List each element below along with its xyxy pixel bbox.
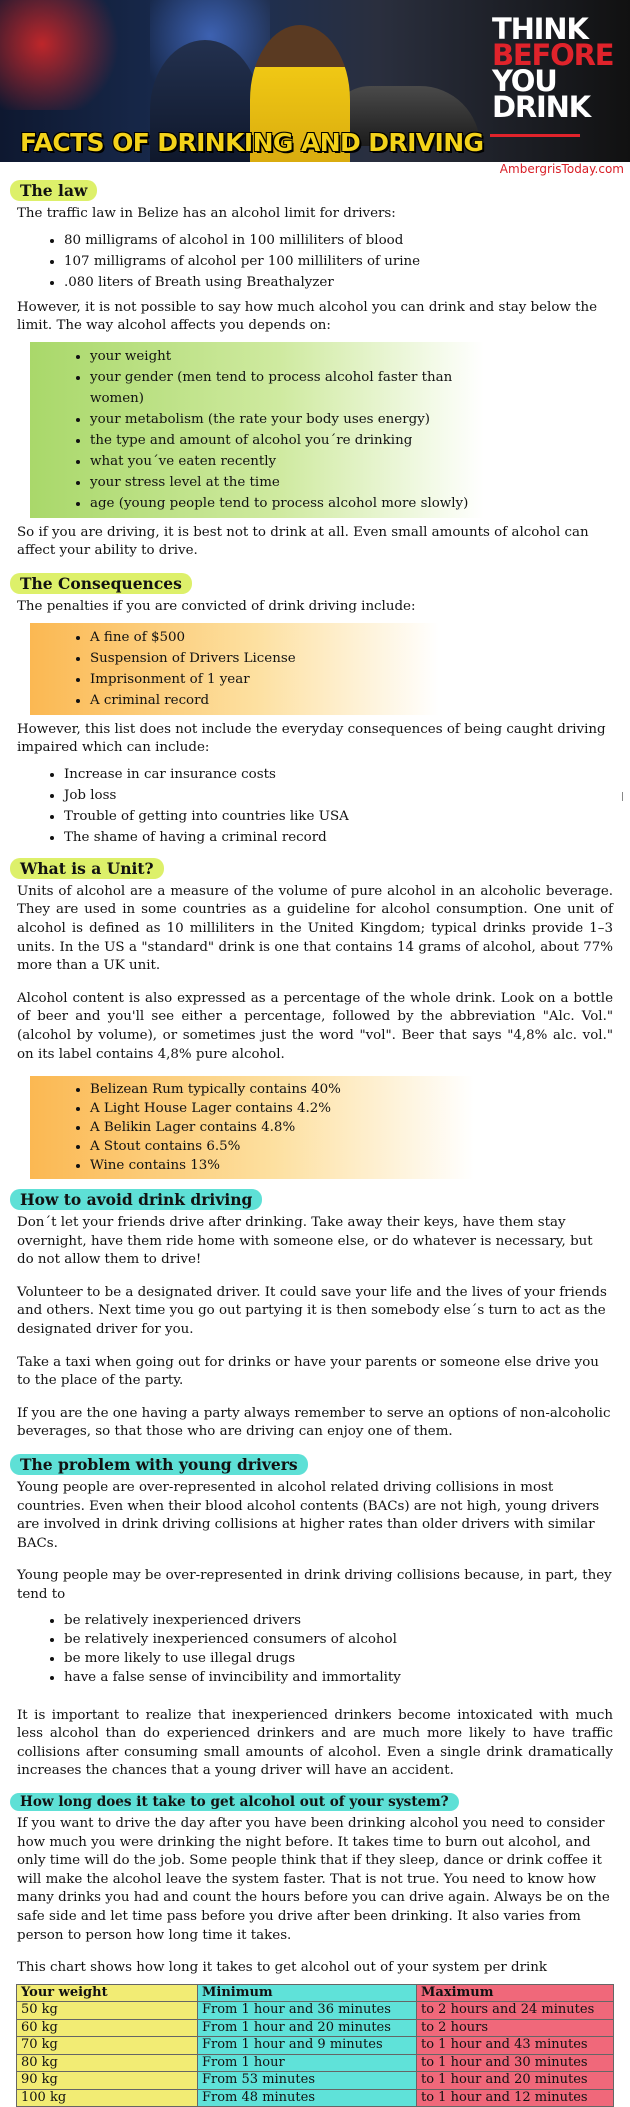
- table-cell: 70 kg: [17, 2037, 198, 2055]
- penalties-box: [30, 623, 439, 715]
- list-item: • A fine of $500: [90, 627, 439, 648]
- section-heading-avoid: How to avoid drink driving: [10, 1189, 262, 1210]
- list-item: • Belizean Rum typically contains 40%: [90, 1080, 474, 1099]
- list-item: • A Belikin Lager contains 4.8%: [90, 1118, 474, 1137]
- how-long-paragraph-2: This chart shows how long it takes to get alcohol out of your system per drink: [17, 1960, 548, 1976]
- table-cell: From 48 minutes: [198, 2089, 417, 2107]
- law-however: However, it is not possible to say how much alcohol you can drink and stay below the limit. The way alcohol affects you depends on:: [17, 299, 598, 334]
- factors-list: [64, 346, 484, 514]
- list-item: • Trouble of getting into countries like USA: [64, 806, 630, 827]
- section-heading-law: The law: [10, 180, 97, 201]
- list-item: • Suspension of Drivers License: [90, 648, 439, 669]
- list-item: • be more likely to use illegal drugs: [64, 1649, 630, 1668]
- table-row: [17, 2037, 614, 2055]
- table-cell: 90 kg: [17, 2072, 198, 2090]
- table-cell: 50 kg: [17, 2002, 198, 2020]
- everyday-consequences-list: [0, 764, 630, 848]
- table-cell: From 53 minutes: [198, 2072, 417, 2090]
- table-cell: to 1 hour and 20 minutes: [417, 2072, 614, 2090]
- table-cell: to 1 hour and 43 minutes: [417, 2037, 614, 2055]
- alcohol-elimination-table: [16, 1984, 614, 2107]
- avoid-paragraph-4: If you are the one having a party always remember to serve an options of non-alcoholic beverages, so that those who are driving can enjoy one of them.: [17, 1405, 611, 1440]
- hero-banner: [0, 0, 630, 162]
- list-item: • have a false sense of invincibility and immortality: [64, 1668, 630, 1687]
- list-item: • A Light House Lager contains 4.2%: [90, 1099, 474, 1118]
- penalties-list: [64, 627, 439, 711]
- law-intro: The traffic law in Belize has an alcohol limit for drivers:: [17, 206, 396, 221]
- list-item: • be relatively inexperienced consumers of alcohol: [64, 1630, 630, 1649]
- young-reasons-list: [0, 1611, 630, 1687]
- table-cell: to 1 hour and 30 minutes: [417, 2054, 614, 2072]
- young-paragraph-2: Young people may be over-represented in drink driving collisions because, in part, they tend to: [17, 1568, 612, 1602]
- article: [0, 176, 630, 2107]
- avoid-paragraph-3: Take a taxi when going out for drinks or have your parents or someone else drive you to the place of the party.: [17, 1354, 599, 1389]
- unit-paragraph-2: Alcohol content is also expressed as a percentage of the whole drink. Look on a bottle of beer and you'll see either a percentage, followed by the abbreviation "Alc. Vol." (alcohol by volume), or sometimes just the word "vol". Beer that says "4,8% alc. vol." on its label contains 4,8% pure alcohol.: [17, 990, 613, 1062]
- table-cell: From 1 hour and 9 minutes: [198, 2037, 417, 2055]
- police-light-glow: [0, 0, 140, 110]
- table-row: [17, 2089, 614, 2107]
- table-cell: to 2 hours and 24 minutes: [417, 2002, 614, 2020]
- scroll-tick: [622, 792, 623, 801]
- table-row: [17, 2054, 614, 2072]
- list-item: • .080 liters of Breath using Breathalyzer: [64, 272, 630, 293]
- young-paragraph-1: Young people are over-represented in alcohol related driving collisions in most countries. Even when their blood alcohol contents (BACs) are not high, young drivers are involved in drink driving collisions at higher rates than older drivers with similar BACs.: [17, 1480, 600, 1551]
- table-cell: 60 kg: [17, 2019, 198, 2037]
- table-row: [17, 2002, 614, 2020]
- table-cell: From 1 hour and 20 minutes: [198, 2019, 417, 2037]
- list-item: • your stress level at the time: [90, 472, 484, 493]
- table-cell: to 1 hour and 12 minutes: [417, 2089, 614, 2107]
- slogan-underline: [490, 134, 580, 137]
- factors-box: [30, 342, 484, 518]
- unit-paragraph-1: Units of alcohol are a measure of the volume of pure alcohol in an alcoholic beverage. They are used in some countries as a guideline for alcohol consumption. One unit of alcohol is defined as 10 milliliters in the United Kingdom; typical drinks provide 1–3 units. In the US a "standard" drink is one that contains 14 grams of alcohol, about 77% more than a UK unit.: [17, 883, 613, 974]
- avoid-paragraph-1: Don´t let your friends drive after drinking. Take away their keys, have them stay overnight, have them ride home with someone else, or do whatever is necessary, but do not allow them to drive!: [17, 1215, 593, 1268]
- section-heading-consequences: The Consequences: [10, 573, 192, 594]
- list-item: • A Stout contains 6.5%: [90, 1137, 474, 1156]
- list-item: • age (young people tend to process alcohol more slowly): [90, 493, 484, 514]
- section-heading-young-drivers: The problem with young drivers: [10, 1454, 308, 1475]
- table-cell: 80 kg: [17, 2054, 198, 2072]
- consequences-however: However, this list does not include the everyday consequences of being caught driving impaired which can include:: [17, 721, 606, 756]
- law-limits-list: [0, 230, 630, 293]
- list-item: • Imprisonment of 1 year: [90, 669, 439, 690]
- list-item: • your weight: [90, 346, 484, 367]
- list-item: • be relatively inexperienced drivers: [64, 1611, 630, 1630]
- list-item: • your metabolism (the rate your body uses energy): [90, 409, 484, 430]
- list-item: • the type and amount of alcohol you´re drinking: [90, 430, 484, 451]
- avoid-paragraph-2: Volunteer to be a designated driver. It could save your life and the lives of your friends and others. Next time you go out partying it is then somebody else´s turn to act as the designated driver for you.: [17, 1284, 607, 1338]
- table-row: [17, 2072, 614, 2090]
- list-item: • Wine contains 13%: [90, 1156, 474, 1175]
- table-header: Minimum: [198, 1984, 417, 2002]
- table-header-row: [17, 1984, 614, 2002]
- slogan: [492, 12, 614, 124]
- slogan-word: YOU: [492, 64, 557, 98]
- law-conclusion: So if you are driving, it is best not to drink at all. Even small amounts of alcohol can affect your ability to drive.: [17, 524, 589, 559]
- table-cell: From 1 hour: [198, 2054, 417, 2072]
- slogan-word: DRINK: [492, 90, 590, 124]
- how-long-paragraph-1: If you want to drive the day after you have been drinking alcohol you need to consider how much you were drinking the night before. It takes time to burn out alcohol, and only time will do the job. Some people think that if they sleep, dance or drink coffee it will make the alcohol leave the system faster. That is not true. You need to know how many drinks you had and count the hours before you can drive again. Always be on the safe side and let time pass before you drive after been drinking. It also varies from person to person how long time it takes.: [17, 1815, 610, 1943]
- list-item: • The shame of having a criminal record: [64, 827, 630, 848]
- slogan-word: THINK: [492, 12, 588, 46]
- table-row: [17, 2019, 614, 2037]
- banner-title: FACTS OF DRINKING AND DRIVING: [20, 128, 484, 157]
- list-item: • 107 milligrams of alcohol per 100 milliliters of urine: [64, 251, 630, 272]
- table-header: Your weight: [17, 1984, 198, 2002]
- section-heading-unit: What is a Unit?: [10, 858, 164, 879]
- slogan-word: BEFORE: [492, 38, 614, 72]
- list-item: • 80 milligrams of alcohol in 100 milliliters of blood: [64, 230, 630, 251]
- list-item: • A criminal record: [90, 690, 439, 711]
- site-credit: AmbergrisToday.com: [499, 162, 624, 176]
- list-item: • your gender (men tend to process alcohol faster than women): [90, 367, 484, 409]
- consequences-intro: The penalties if you are convicted of drink driving include:: [17, 598, 416, 614]
- young-paragraph-3: It is important to realize that inexperienced drinkers become intoxicated with much less alcohol than do experienced drinkers and are much more likely to have traffic collisions after consuming small amounts of alcohol. Even a single drink dramatically increases the chances that a young driver will have an accident.: [17, 1707, 613, 1779]
- drinks-list: [64, 1080, 474, 1175]
- list-item: • Increase in car insurance costs: [64, 764, 630, 785]
- list-item: • Job loss: [64, 785, 630, 806]
- section-heading-how-long: How long does it take to get alcohol out of your system?: [10, 1793, 459, 1811]
- table-cell: to 2 hours: [417, 2019, 614, 2037]
- drinks-box: [30, 1076, 474, 1179]
- list-item: • what you´ve eaten recently: [90, 451, 484, 472]
- table-cell: 100 kg: [17, 2089, 198, 2107]
- table-cell: From 1 hour and 36 minutes: [198, 2002, 417, 2020]
- table-header: Maximum: [417, 1984, 614, 2002]
